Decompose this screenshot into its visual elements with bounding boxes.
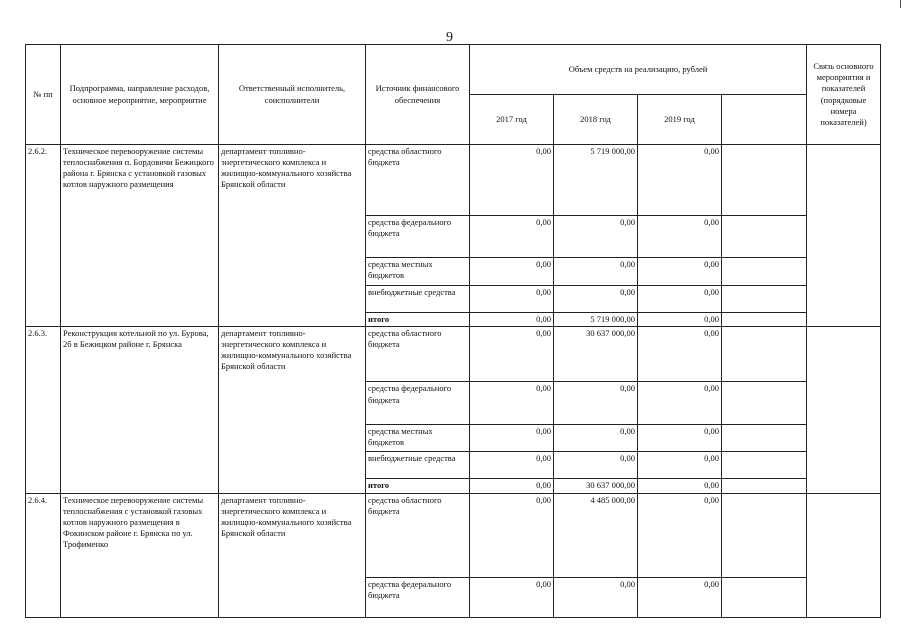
item-name: Техническое перевооружение системы теплоснабжения п. Бордовичи Бежицкого района г. Брянска с установкой газовых котлов наружного размещения <box>61 145 219 327</box>
total-label: итого <box>366 312 470 326</box>
page-number: 9 <box>446 30 453 45</box>
value-2018: 0,00 <box>554 452 638 479</box>
value-2017: 0,00 <box>470 286 554 312</box>
source-label: средства местных бюджетов <box>366 424 470 451</box>
value-2017: 0,00 <box>470 493 554 577</box>
item-number: 2.6.3. <box>26 326 61 493</box>
table-row <box>26 326 881 382</box>
value-2019: 0,00 <box>638 424 722 451</box>
header-year-2019: 2019 год <box>638 95 722 145</box>
total-2019: 0,00 <box>638 479 722 493</box>
header-year-2017: 2017 год <box>470 95 554 145</box>
scan-edge-mark <box>900 0 901 8</box>
source-label: средства областного бюджета <box>366 326 470 382</box>
source-label: средства федерального бюджета <box>366 215 470 257</box>
source-label: средства федерального бюджета <box>366 577 470 618</box>
indicator-link <box>807 326 881 493</box>
source-label: средства федерального бюджета <box>366 382 470 424</box>
header-year-2018: 2018 год <box>554 95 638 145</box>
header-empty-year <box>722 95 807 145</box>
header-link: Связь основного мероприятия и показателей (порядковые номера показателей) <box>807 45 881 145</box>
item-number: 2.6.4. <box>26 493 61 617</box>
value-2017: 0,00 <box>470 326 554 382</box>
value-2019: 0,00 <box>638 145 722 216</box>
total-label: итого <box>366 479 470 493</box>
header-executor: Ответственный исполнитель, соисполнители <box>219 45 366 145</box>
total-2018: 5 719 000,00 <box>554 312 638 326</box>
item-name: Техническое перевооружение системы теплоснабжения с установкой газовых котлов наружного размещения в Фокинском районе г. Брянска по ул. Трофименко <box>61 493 219 617</box>
indicator-link <box>807 493 881 617</box>
source-label: внебюджетные средства <box>366 452 470 479</box>
value-2019: 0,00 <box>638 452 722 479</box>
value-2018: 5 719 000,00 <box>554 145 638 216</box>
value-2018: 4 485 000,00 <box>554 493 638 577</box>
total-2019: 0,00 <box>638 312 722 326</box>
value-2019: 0,00 <box>638 326 722 382</box>
header-no: № пп <box>26 45 61 145</box>
value-2019: 0,00 <box>638 258 722 286</box>
indicator-link <box>807 145 881 327</box>
item-name: Реконструкция котельной по ул. Бурова, 2б в Бежицком районе г. Брянска <box>61 326 219 493</box>
source-label: средства местных бюджетов <box>366 258 470 286</box>
value-2018: 30 637 000,00 <box>554 326 638 382</box>
value-2018: 0,00 <box>554 286 638 312</box>
value-2017: 0,00 <box>470 382 554 424</box>
value-2017: 0,00 <box>470 145 554 216</box>
source-label: средства областного бюджета <box>366 145 470 216</box>
item-executor: департамент топливно-энергетического комплекса и жилищно-коммунального хозяйства Брянской области <box>219 145 366 327</box>
header-amount: Объем средств на реализацию, рублей <box>470 45 807 95</box>
value-2018: 0,00 <box>554 424 638 451</box>
header-source: Источник финансового обеспечения <box>366 45 470 145</box>
table-row <box>26 493 881 577</box>
item-executor: департамент топливно-энергетического комплекса и жилищно-коммунального хозяйства Брянской области <box>219 326 366 493</box>
total-2018: 30 637 000,00 <box>554 479 638 493</box>
value-2018: 0,00 <box>554 382 638 424</box>
value-2019: 0,00 <box>638 577 722 618</box>
value-2019: 0,00 <box>638 215 722 257</box>
value-2019: 0,00 <box>638 286 722 312</box>
value-2017: 0,00 <box>470 424 554 451</box>
financing-table <box>25 44 881 618</box>
value-2018: 0,00 <box>554 215 638 257</box>
source-label: внебюджетные средства <box>366 286 470 312</box>
item-executor: департамент топливно-энергетического комплекса и жилищно-коммунального хозяйства Брянской области <box>219 493 366 617</box>
source-label: средства областного бюджета <box>366 493 470 577</box>
header-program: Подпрограмма, направление расходов, основное мероприятие, мероприятие <box>61 45 219 145</box>
item-number: 2.6.2. <box>26 145 61 327</box>
value-2017: 0,00 <box>470 258 554 286</box>
total-2017: 0,00 <box>470 312 554 326</box>
value-2017: 0,00 <box>470 577 554 618</box>
total-2017: 0,00 <box>470 479 554 493</box>
value-2017: 0,00 <box>470 452 554 479</box>
value-2019: 0,00 <box>638 382 722 424</box>
value-2019: 0,00 <box>638 493 722 577</box>
table-row <box>26 145 881 216</box>
value-2018: 0,00 <box>554 577 638 618</box>
value-2017: 0,00 <box>470 215 554 257</box>
value-2018: 0,00 <box>554 258 638 286</box>
